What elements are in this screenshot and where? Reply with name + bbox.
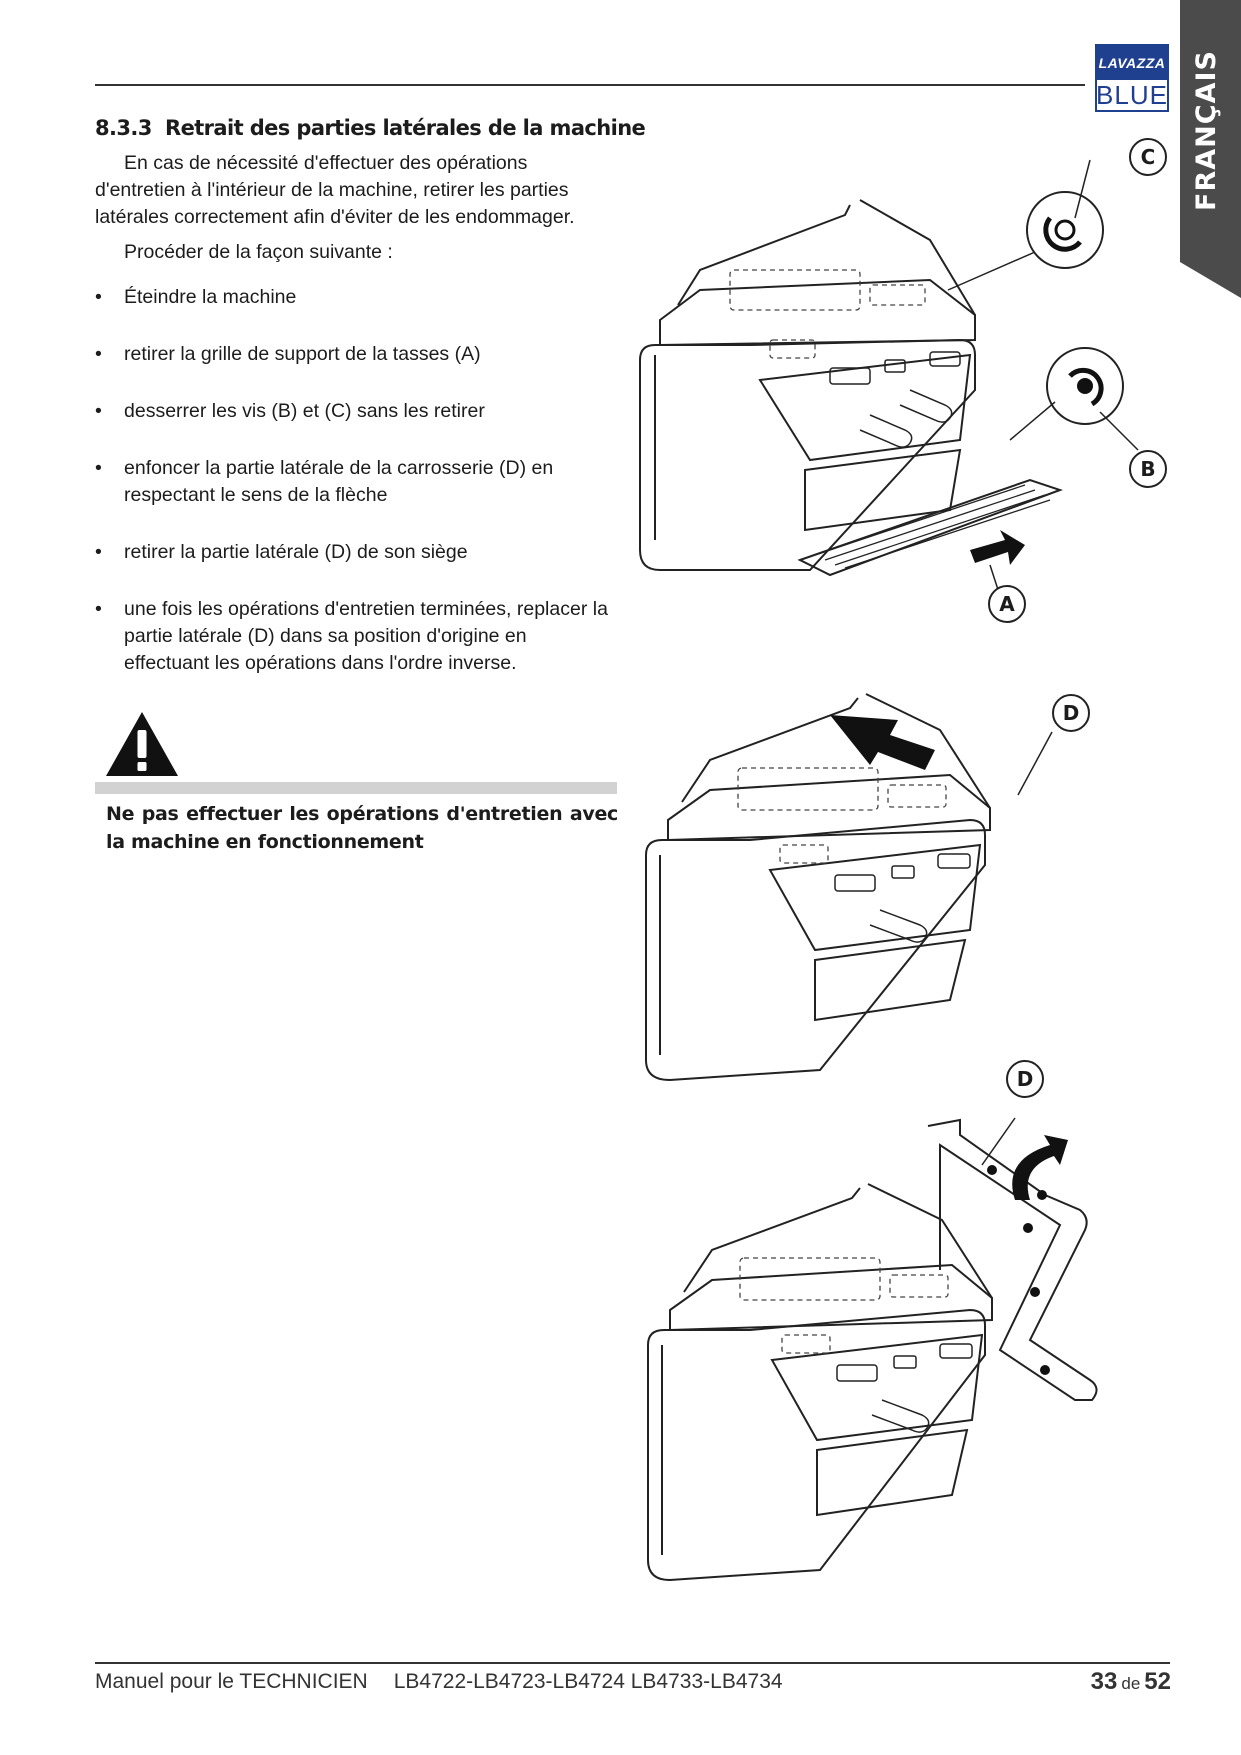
step-text: retirer la grille de support de la tasses (A) (124, 343, 481, 365)
step-text: retirer la partie latérale (D) de son siège (124, 541, 468, 563)
step-text: une fois les opérations d'entretien terminées, replacer la partie latérale (D) dans sa position d'origine en effectuant les opérations dans l'ordre inverse. (124, 598, 608, 674)
step-item: • enfoncer la partie latérale de la carrosserie (D) en respectant le sens de la flèche (95, 457, 554, 506)
header-rule (95, 84, 1085, 86)
page-of: de (1121, 1674, 1141, 1693)
logo-top-text: LAVAZZA (1097, 46, 1167, 80)
logo-bottom-text: BLUE (1096, 79, 1168, 110)
warning-icon (104, 710, 180, 778)
step-text: enfoncer la partie latérale de la carrosserie (D) en respectant le sens de la flèche (124, 457, 554, 506)
footer-manual-title: Manuel pour le TECHNICIEN (95, 1670, 368, 1693)
language-tab-label: FRANÇAIS (1190, 49, 1222, 211)
footer-rule (95, 1662, 1170, 1664)
intro-paragraph: En cas de nécessité d'effectuer des opérations d'entretien à l'intérieur de la machine, retirer les parties latérales correctement afin d'éviter de les endommager. (95, 152, 575, 228)
callout-a: A (988, 585, 1026, 623)
callout-d-remove: D (1006, 1060, 1044, 1098)
step-item: • desserrer les vis (B) et (C) sans les retirer (95, 400, 485, 422)
callout-d-push: D (1052, 694, 1090, 732)
warning-bar (95, 782, 617, 794)
warning-text: Ne pas effectuer les opérations d'entretien avec la machine en fonctionnement (106, 803, 618, 853)
page-current: 33 (1090, 1668, 1118, 1695)
step-item: • une fois les opérations d'entretien terminées, replacer la partie latérale (D) dans sa position d'origine en effectuant les opérations dans l'ordre inverse. (95, 598, 608, 674)
footer-models: LB4722-LB4723-LB4724 LB4733-LB4734 (393, 1670, 783, 1693)
step-item: • retirer la partie latérale (D) de son siège (95, 541, 468, 563)
section-heading (95, 116, 645, 140)
procedure-label: Procéder de la façon suivante : (124, 241, 393, 263)
figure-machine-push-panel (630, 690, 1190, 1090)
step-item: • retirer la grille de support de la tasses (A) (95, 343, 481, 365)
footer-manual (95, 1670, 783, 1694)
step-text: Éteindre la machine (124, 286, 297, 308)
callout-c: C (1129, 138, 1167, 176)
lavazza-blue-logo (1095, 44, 1169, 112)
figure-machine-remove-panel (630, 1100, 1190, 1590)
page-number (1091, 1668, 1171, 1696)
page-total: 52 (1144, 1668, 1171, 1695)
section-number: 8.3.3 (95, 116, 152, 140)
step-item: • Éteindre la machine (95, 286, 297, 308)
figure-machine-screws (630, 140, 1190, 620)
step-text: desserrer les vis (B) et (C) sans les retirer (124, 400, 485, 422)
section-title: Retrait des parties latérales de la machine (165, 116, 646, 140)
callout-b: B (1129, 450, 1167, 488)
